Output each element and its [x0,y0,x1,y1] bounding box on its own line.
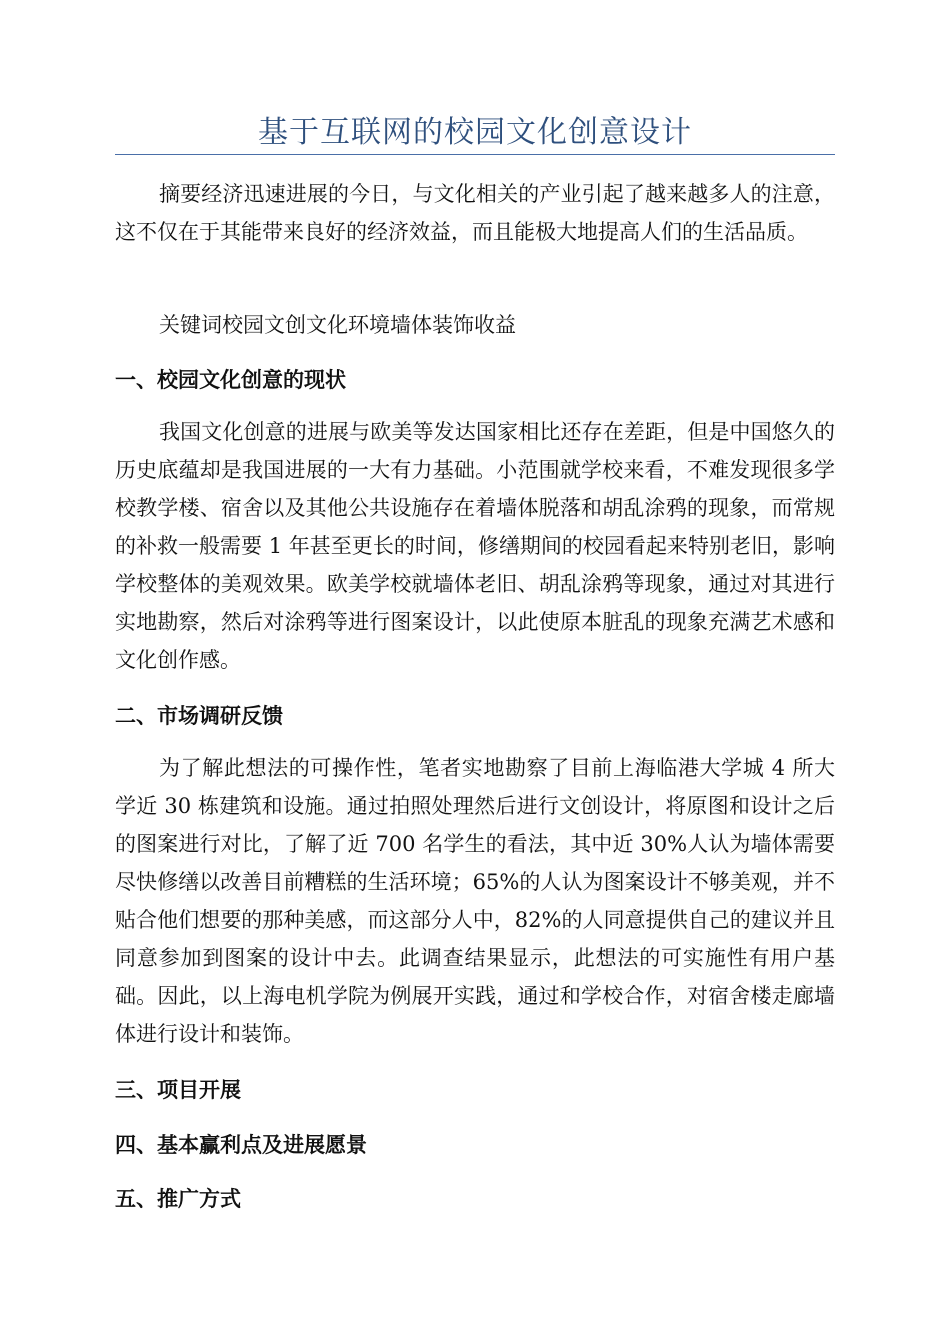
section-heading-4: 四、基本赢利点及进展愿景 [115,1132,367,1157]
section-heading-2: 二、市场调研反馈 [115,703,283,728]
section-heading-3: 三、项目开展 [115,1077,241,1102]
document-title: 基于互联网的校园文化创意设计 [258,115,692,150]
section-heading-1: 一、校园文化创意的现状 [115,367,346,392]
keywords-paragraph: 关键词校园文创文化环境墙体装饰收益 [159,313,516,337]
section-heading-5: 五、推广方式 [115,1186,241,1211]
section-body-2: 为了解此想法的可操作性，笔者实地勘察了目前上海临港大学城 4 所大学近 30 栋建筑和设施。通过拍照处理然后进行文创设计，将原图和设计之后的图案进行对比，了解了近 700 名学生的看法，其中近 30%人认为墙体需要尽快修缮以改善目前糟糕的生活环境；65%的人认为图案设计不够美观，并不贴合他们想要的那种美感，而这部分人中，82%的人同意提供自己的建议并且同意参加到图案的设计中去。此调查结果显示，此想法的可实施性有用户基础。因此，以上海电机学院为例展开实践，通过和学校合作，对宿舍楼走廊墙体进行设计和装饰。 [115,756,835,1046]
section-body-1: 我国文化创意的进展与欧美等发达国家相比还存在差距，但是中国悠久的历史底蕴却是我国进展的一大有力基础。小范围就学校来看，不难发现很多学校教学楼、宿舍以及其他公共设施存在着墙体脱落和胡乱涂鸦的现象，而常规的补救一般需要 1 年甚至更长的时间，修缮期间的校园看起来特别老旧，影响学校整体的美观效果。欧美学校就墙体老旧、胡乱涂鸦等现象，通过对其进行实地勘察，然后对涂鸦等进行图案设计，以此使原本脏乱的现象充满艺术感和文化创作感。 [115,420,835,672]
title-underline [115,154,835,155]
abstract-paragraph: 摘要经济迅速进展的今日，与文化相关的产业引起了越来越多人的注意，这不仅在于其能带来良好的经济效益，而且能极大地提高人们的生活品质。 [115,182,835,244]
